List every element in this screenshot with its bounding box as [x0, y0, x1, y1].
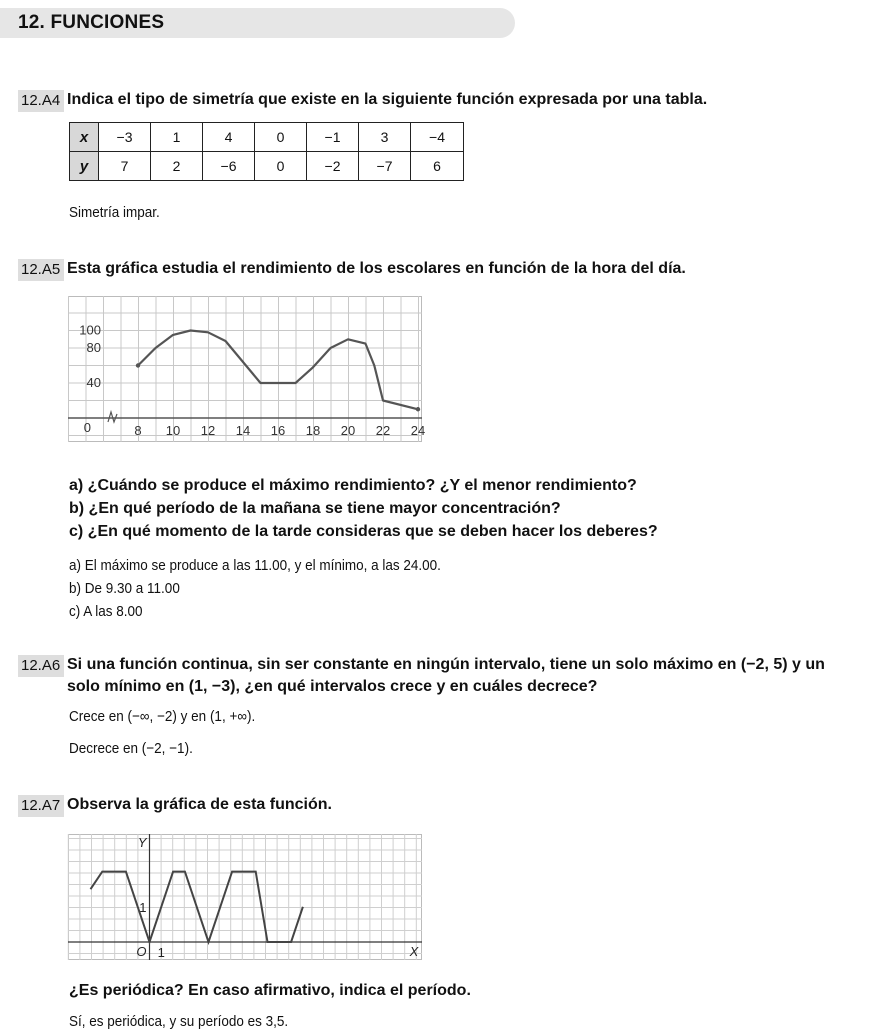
table-cell: 6 — [411, 152, 464, 181]
answer-text: Simetría impar. — [69, 204, 160, 221]
x-tick-label: 12 — [200, 423, 216, 438]
values-table — [69, 122, 464, 181]
table-cell: 2 — [151, 152, 203, 181]
page-title: 12. FUNCIONES — [18, 12, 165, 33]
answer-text: Decrece en (−2, −1). — [69, 740, 193, 757]
chart-grid — [68, 296, 422, 442]
performance-chart — [68, 296, 426, 442]
table-row — [70, 123, 464, 152]
answer-b: b) De 9.30 a 11.00 — [69, 580, 180, 597]
subquestions — [69, 474, 658, 543]
table-cell: 0 — [255, 123, 307, 152]
table-cell: −7 — [359, 152, 411, 181]
x-tick-label: 24 — [410, 423, 426, 438]
y-axis-label: Y — [137, 835, 147, 850]
chart-grid — [68, 834, 422, 960]
exercise-label: 12.A5 — [18, 259, 64, 281]
exercise-label: 12.A7 — [18, 795, 64, 817]
answers — [69, 554, 441, 623]
y-tick-label: 80 — [86, 340, 101, 355]
y-tick-label: 40 — [86, 375, 101, 390]
data-point — [136, 363, 140, 367]
answer-a: a) El máximo se produce a las 11.00, y el mínimo, a las 24.00. — [69, 557, 441, 574]
y-tick-label: 1 — [139, 899, 147, 915]
table-cell: 0 — [255, 152, 307, 181]
x-tick-label: 22 — [375, 423, 391, 438]
subquestion-b: b) ¿En qué período de la mañana se tiene mayor concentración? — [69, 500, 561, 517]
x-axis-label: X — [409, 944, 419, 959]
subquestion-a: a) ¿Cuándo se produce el máximo rendimiento? ¿Y el menor rendimiento? — [69, 477, 637, 494]
table-cell: −1 — [307, 123, 359, 152]
origin-label: O — [136, 944, 147, 959]
x-tick-label: 10 — [165, 423, 181, 438]
answer-text: Sí, es periódica, y su período es 3,5. — [69, 1013, 289, 1030]
periodic-function-chart — [68, 834, 422, 960]
x-tick-label: 14 — [235, 423, 251, 438]
question-text: Observa la gráfica de esta función. — [67, 796, 332, 813]
table-cell: 3 — [359, 123, 411, 152]
subquestion-c: c) ¿En qué momento de la tarde consideras que se deben hacer los deberes? — [69, 523, 658, 540]
data-point — [416, 407, 420, 411]
x-tick-label: 18 — [305, 423, 321, 438]
table-cell: 7 — [99, 152, 151, 181]
table-cell: −4 — [411, 123, 464, 152]
answer-c: c) A las 8.00 — [69, 603, 143, 620]
x-tick-label: 20 — [340, 423, 356, 438]
table-cell: 4 — [203, 123, 255, 152]
origin-label: 0 — [83, 420, 91, 435]
question-text: Esta gráfica estudia el rendimiento de los escolares en función de la hora del día. — [67, 260, 686, 277]
x-tick-label: 8 — [134, 423, 142, 438]
question-line-1: Si una función continua, sin ser constante en ningún intervalo, tiene un solo máximo en (−2, 5) y un — [67, 656, 825, 673]
exercise-label: 12.A6 — [18, 655, 64, 677]
y-tick-label: 100 — [79, 322, 101, 338]
table-cell: −2 — [307, 152, 359, 181]
table-row — [70, 152, 464, 181]
x-tick-label: 1 — [157, 945, 165, 960]
table-cell: −3 — [99, 123, 151, 152]
x-tick-label: 16 — [270, 423, 286, 438]
table-cell: −6 — [203, 152, 255, 181]
subquestion: ¿Es periódica? En caso afirmativo, indica el período. — [69, 982, 471, 999]
table-cell: 1 — [151, 123, 203, 152]
exercise-label: 12.A4 — [18, 90, 64, 112]
table-header-cell: x — [70, 123, 99, 152]
answer-text: Crece en (−∞, −2) y en (1, +∞). — [69, 708, 256, 725]
table-header-cell: y — [70, 152, 99, 181]
question-text — [67, 654, 825, 698]
question-line-2: solo mínimo en (1, −3), ¿en qué intervalos crece y en cuáles decrece? — [67, 678, 598, 695]
question-text: Indica el tipo de simetría que existe en la siguiente función expresada por una tabla. — [67, 91, 708, 108]
